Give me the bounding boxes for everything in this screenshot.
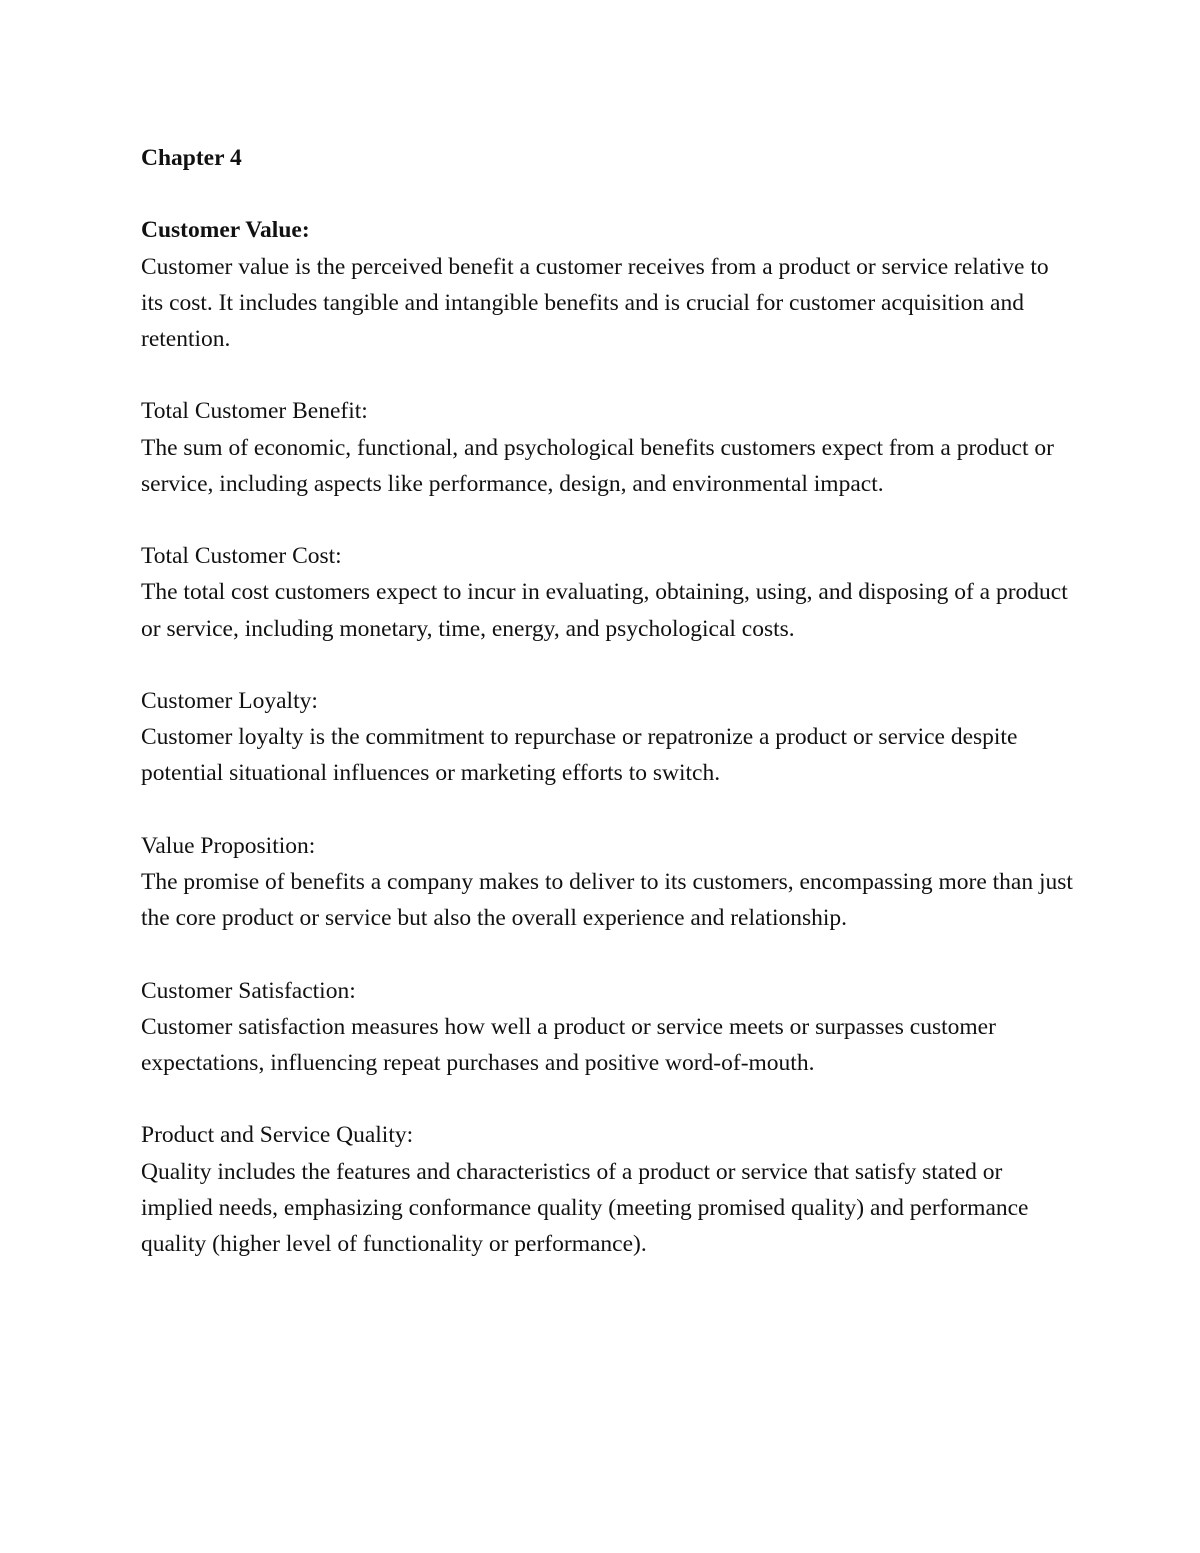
section-customer-loyalty [141,683,1076,792]
section-body: Customer satisfaction measures how well a product or service meets or surpasses customer expectations, influencing repeat purchases and positive word-of-mouth. [141,1013,996,1076]
section-heading: Customer Loyalty: [141,687,318,714]
section-heading: Total Customer Cost: [141,543,342,570]
section-body: Quality includes the features and characteristics of a product or service that satisfy stated or implied needs, emphasizing conformance quality (meeting promised quality) and performance quality (higher level of functionality or performance). [141,1158,1029,1257]
section-customer-value [141,212,1076,357]
chapter-title: Chapter 4 [141,145,242,171]
section-customer-satisfaction [141,973,1076,1082]
section-body: Customer loyalty is the commitment to repurchase or repatronize a product or service despite potential situational influences or marketing efforts to switch. [141,724,1018,787]
section-heading: Total Customer Benefit: [141,398,368,425]
section-heading: Customer Value: [141,217,310,244]
section-product-service-quality [141,1117,1076,1262]
section-body: The promise of benefits a company makes to deliver to its customers, encompassing more than just the core product or service but also the overall experience and relationship. [141,868,1073,932]
section-body: The total cost customers expect to incur in evaluating, obtaining, using, and disposing of a product or service, including monetary, time, energy, and psychological costs. [141,579,1068,642]
section-total-customer-benefit [141,393,1076,502]
section-total-customer-cost [141,538,1076,647]
section-body: Customer value is the perceived benefit a customer receives from a product or service relative to its cost. It includes tangible and intangible benefits and is crucial for customer acquisition and retention. [141,253,1049,352]
section-heading: Value Proposition: [141,832,316,859]
document-content [141,140,1076,1298]
section-value-proposition [141,828,1076,937]
section-heading: Customer Satisfaction: [141,977,356,1004]
section-heading: Product and Service Quality: [141,1122,414,1149]
section-body: The sum of economic, functional, and psychological benefits customers expect from a product or service, including aspects like performance, design, and environmental impact. [141,434,1054,497]
